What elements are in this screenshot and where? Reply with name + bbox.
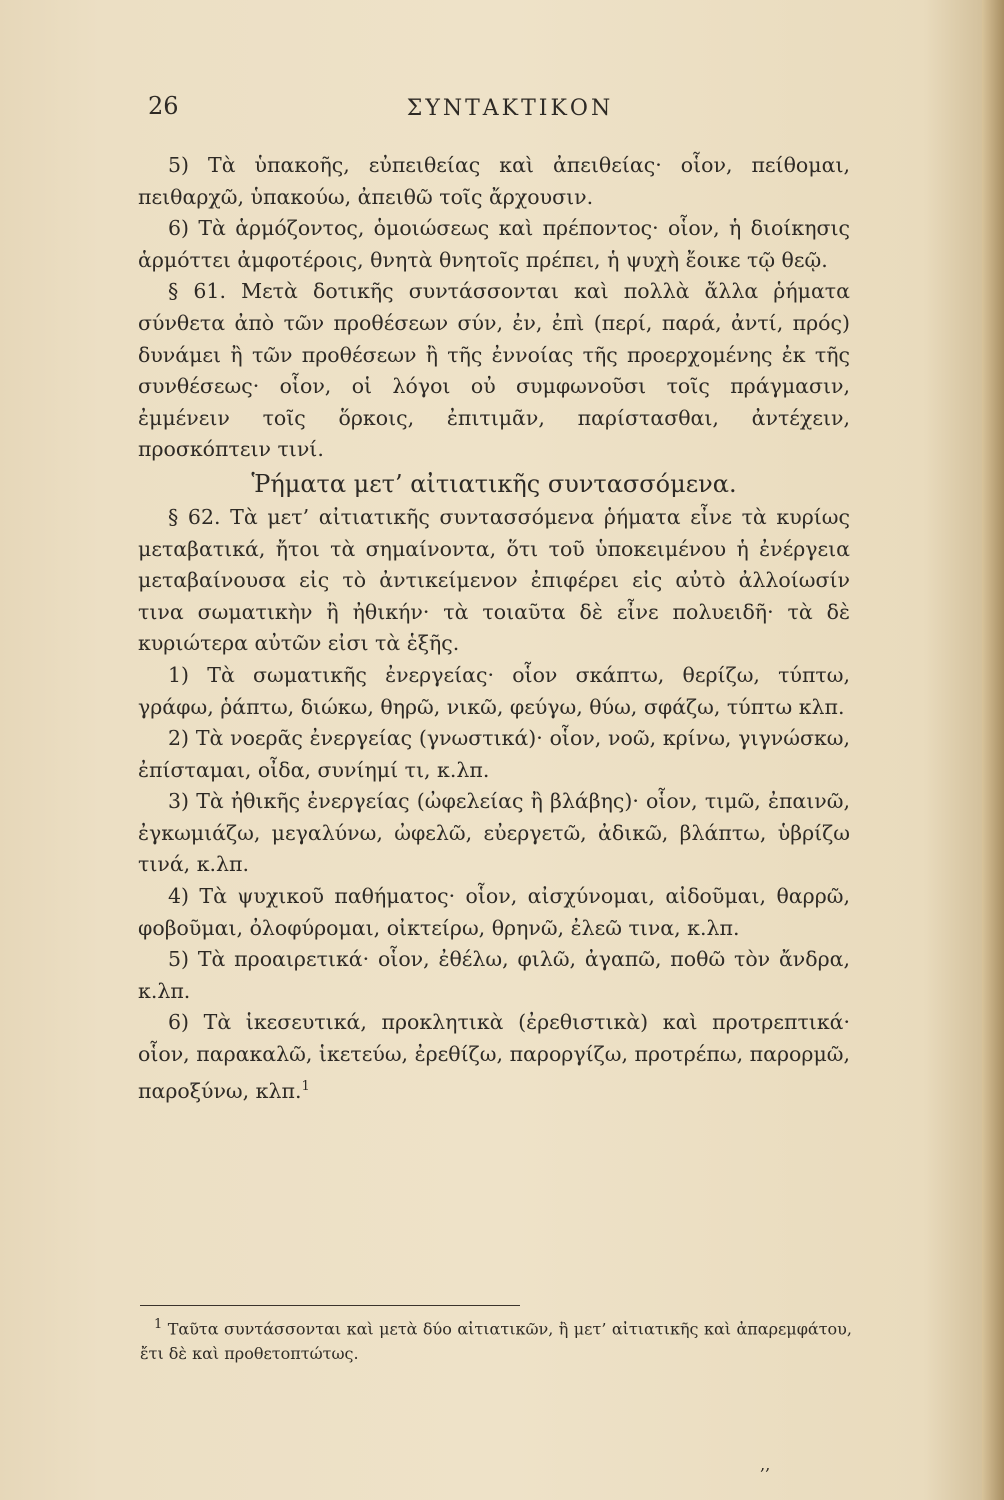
stray-mark: ‚‚ [760, 1455, 771, 1474]
footnote-ref[interactable]: 1 [301, 1078, 310, 1094]
paragraph: § 61. Μετὰ δοτικῆς συντάσσονται καὶ πολλὰ ἄλλα ῥήματα σύνθετα ἀπὸ τῶν προθέσεων σύν, ἐν, ἐπὶ (περί, παρά, ἀντί, πρός) δυνάμει ἢ τῶν προθέσεων ἢ τῆς ἐννοίας τῆς προερχομένης ἐκ τῆς συνθέσεως· οἷον, οἱ λόγοι οὐ συμφωνοῦσι τοῖς πράγμασιν, ἐμμένειν τοῖς ὅρκοις, ἐπιτιμᾶν, παρίστασθαι, ἀντέχειν, προσκόπτειν τινί. [138, 279, 850, 462]
body-text [138, 150, 850, 1107]
footnote [140, 1312, 852, 1366]
list-item: 2) Τὰ νοερᾶς ἐνεργείας (γνωστικά)· οἷον, νοῶ, κρίνω, γιγνώσκω, ἐπίσταμαι, οἶδα, συνίημί τι, κ.λπ. [138, 726, 850, 782]
paragraph: § 62. Τὰ μετ’ αἰτιατικῆς συντασσόμενα ῥήματα εἶνε τὰ κυρίως μεταβατικά, ἤτοι τὰ σημαίνοντα, ὅτι τοῦ ὑποκειμένου ἡ ἐνέργεια μεταβαίνουσα εἰς τὸ ἀντικείμενον ἐπιφέρει εἰς αὐτὸ ἀλλοίωσίν τινα σωματικὴν ἢ ἠθικήν· τὰ τοιαῦτα δὲ εἶνε πολυειδῆ· τὰ δὲ κυριώτερα αὐτῶν εἰσι τὰ ἑξῆς. [138, 504, 850, 656]
list-item: 3) Τὰ ἠθικῆς ἐνεργείας (ὠφελείας ἢ βλάβης)· οἷον, τιμῶ, ἐπαινῶ, ἐγκωμιάζω, μεγαλύνω, ὠφελῶ, εὐεργετῶ, ἀδικῶ, βλάπτω, ὑβρίζω τινά, κ.λπ. [138, 789, 850, 877]
list-item: 1) Τὰ σωματικῆς ἐνεργείας· οἷον σκάπτω, θερίζω, τύπτω, γράφω, ῥάπτω, διώκω, θηρῶ, νικῶ, φεύγω, θύω, σφάζω, τύπτω κλπ. [138, 662, 850, 719]
list-item: 4) Τὰ ψυχικοῦ παθήματος· οἷον, αἰσχύνομαι, αἰδοῦμαι, θαρρῶ, φοβοῦμαι, ὀλοφύρομαι, οἰκτείρω, θρηνῶ, ἐλεῶ τινα, κ.λπ. [138, 884, 850, 940]
list-item [138, 1007, 850, 1107]
footnotes [140, 1312, 852, 1366]
paragraph: 5) Τὰ ὑπακοῆς, εὐπειθείας καὶ ἀπειθείας· οἷον, πείθομαι, πειθαρχῶ, ὑπακούω, ἀπειθῶ τοῖς ἄρχουσιν. [138, 153, 850, 209]
running-head [140, 92, 880, 132]
list-item-text: 6) Τὰ ἱκεσευτικά, προκλητικὰ (ἐρεθιστικὰ) καὶ προτρεπτικά· οἷον, παρακαλῶ, ἱκετεύω, ἐρεθίζω, παροργίζω, προτρέπω, παρορμῶ, παροξύνω, κλπ. [138, 1010, 850, 1103]
page-number: 26 [148, 92, 179, 120]
section-heading: Ῥήματα μετ’ αἰτιατικῆς συντασσόμενα. [251, 469, 737, 498]
page-edge [982, 0, 1004, 1500]
page-title: ΣΥΝΤΑΚΤΙΚΟΝ [406, 96, 614, 121]
footnote-marker: 1 [154, 1317, 163, 1332]
list-item: 5) Τὰ προαιρετικά· οἷον, ἐθέλω, φιλῶ, ἀγαπῶ, ποθῶ τὸν ἄνδρα, κ.λπ. [138, 947, 850, 1003]
paragraph: 6) Τὰ ἁρμόζοντος, ὁμοιώσεως καὶ πρέποντος· οἷον, ἡ διοίκησις ἁρμόττει ἀμφοτέροις, θνητὰ θνητοῖς πρέπει, ἡ ψυχὴ ἔοικε τῷ θεῷ. [138, 216, 850, 272]
footnote-text: Ταῦτα συντάσσονται καὶ μετὰ δύο αἰτιατικῶν, ἢ μετ’ αἰτιατικῆς καὶ ἀπαρεμφάτου, ἔτι δὲ καὶ προθετοπτώτως. [140, 1319, 852, 1364]
footnote-divider [140, 1305, 520, 1306]
